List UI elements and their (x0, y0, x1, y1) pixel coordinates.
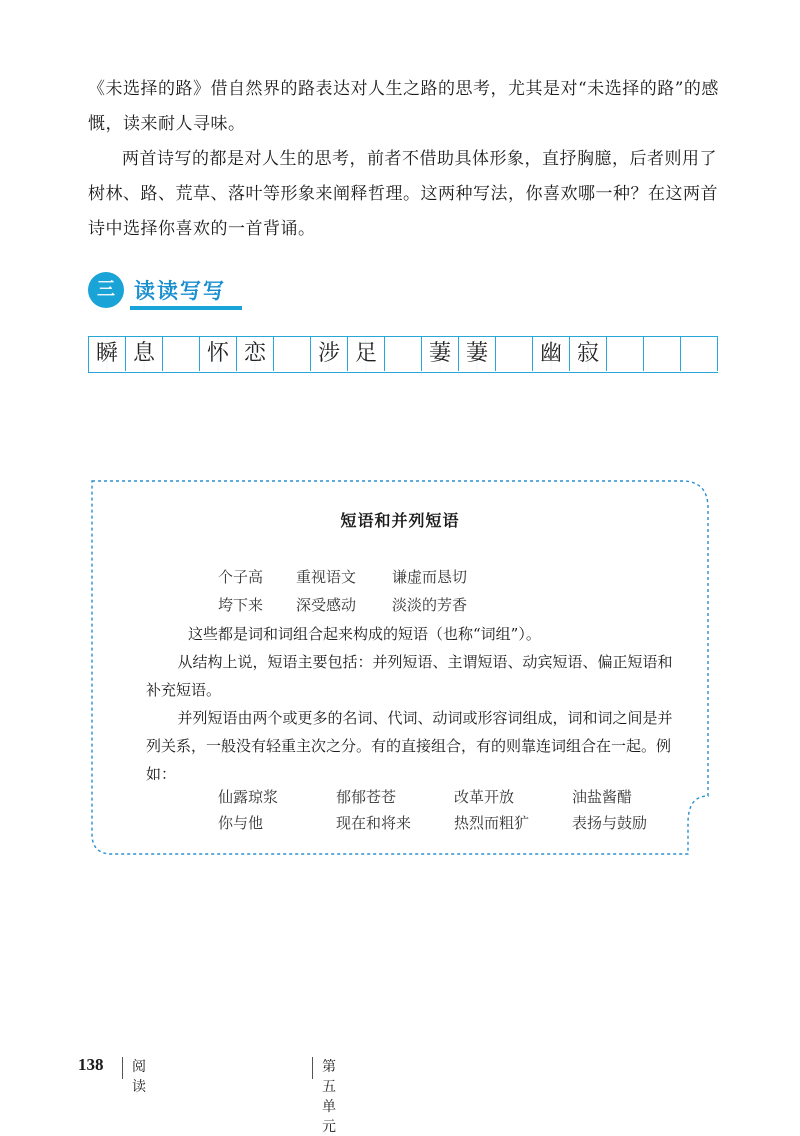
writing-grid (88, 336, 718, 373)
discussion-paragraph: 两首诗写的都是对人生的思考，前者不借助具体形象，直抒胸臆，后者则用了树林、路、荒草、落叶等形象来阐释哲理。这两种写法，你喜欢哪一种？在这两首诗中选择你喜欢的一首背诵。 (88, 149, 718, 239)
grid-cell-char: 恋 (237, 337, 274, 371)
coordinate-example: 改革开放 (454, 788, 515, 806)
grid-cell-char: 幽 (533, 337, 570, 371)
grid-cell-char: 寂 (570, 337, 607, 371)
note-paragraph-coordinate: 并列短语由两个或更多的名词、代词、动词或形容词组成，词和词之间是并列关系，一般没有轻重主次之分。有的直接组合，有的则靠连词组合在一起。例如： (146, 709, 673, 783)
grid-cell-char: 息 (126, 337, 163, 371)
grid-cell-char: 萋 (459, 337, 496, 371)
section-number: 三 (97, 279, 115, 300)
grid-cell-empty (385, 337, 422, 371)
grid-cell-char: 萋 (422, 337, 459, 371)
phrase-example: 个子高 (218, 568, 264, 586)
coordinate-examples-row-1 (218, 786, 690, 807)
note-paragraph-definition: 这些都是词和词组合起来构成的短语（也称“词组”）。 (188, 625, 541, 643)
coordinate-example: 郁郁苍苍 (336, 788, 397, 806)
coordinate-example: 现在和将来 (336, 814, 412, 832)
phrase-examples-row-2 (218, 594, 467, 615)
section-underline (130, 306, 242, 310)
grid-cell-empty (274, 337, 311, 371)
section-header (88, 272, 248, 312)
phrase-example: 垮下来 (218, 596, 264, 614)
coordinate-example: 油盐酱醋 (572, 788, 633, 806)
coordinate-example: 仙露琼浆 (218, 788, 279, 806)
section-number-badge (88, 272, 124, 308)
phrase-examples-row-1 (218, 566, 467, 587)
section-title: 读读写写 (134, 279, 226, 303)
knowledge-note-box (90, 478, 710, 856)
coordinate-examples-row-2 (218, 812, 690, 833)
footer-divider (312, 1057, 313, 1079)
grid-cell-empty (644, 337, 681, 371)
coordinate-example: 你与他 (218, 814, 264, 832)
grid-cell-char: 瞬 (89, 337, 126, 371)
phrase-example: 谦虚而恳切 (392, 568, 468, 586)
phrase-example: 重视语文 (296, 568, 357, 586)
grid-cell-empty (163, 337, 200, 371)
note-title: 短语和并列短语 (340, 511, 460, 530)
grid-cell-empty (496, 337, 533, 371)
grid-cell-char: 怀 (200, 337, 237, 371)
grid-cell-empty (607, 337, 644, 371)
page-number: 138 (78, 1055, 104, 1074)
grid-cell-empty (681, 337, 718, 371)
phrase-example: 深受感动 (296, 596, 357, 614)
coordinate-example: 表扬与鼓励 (572, 814, 648, 832)
grid-cell-char: 足 (348, 337, 385, 371)
footer-section-name: 阅 读 (132, 1059, 150, 1095)
footer-unit-name: 第五单元 (322, 1059, 336, 1135)
coordinate-example: 热烈而粗犷 (454, 814, 530, 832)
intro-paragraph: 《未选择的路》借自然界的路表达对人生之路的思考，尤其是对“未选择的路”的感慨，读来耐人寻味。 (88, 79, 719, 134)
footer-divider (122, 1057, 123, 1079)
note-paragraph-structure: 从结构上说，短语主要包括：并列短语、主谓短语、动宾短语、偏正短语和补充短语。 (146, 653, 673, 699)
phrase-example: 淡淡的芳香 (392, 596, 468, 614)
grid-cell-char: 涉 (311, 337, 348, 371)
